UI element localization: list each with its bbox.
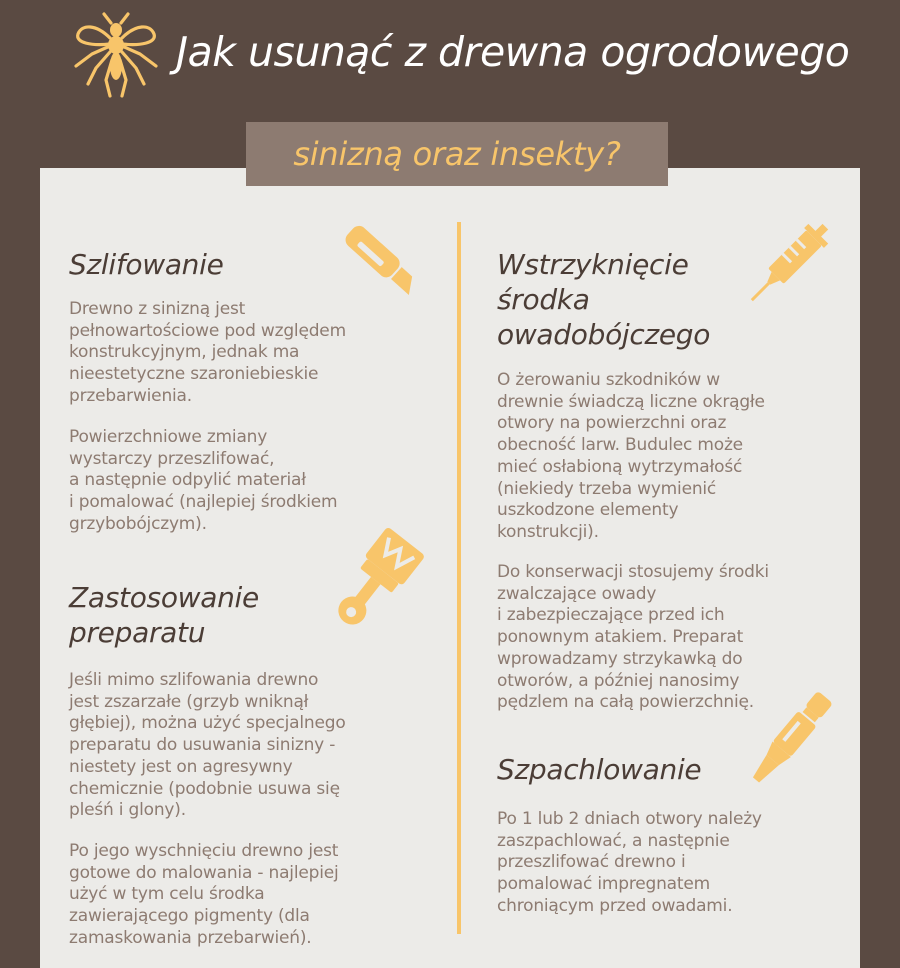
page-title: Jak usunąć z drewna ogrodowego xyxy=(176,28,850,76)
mosquito-icon xyxy=(70,10,162,100)
paragraph-szpachlowanie-1: Po 1 lub 2 dniach otwory należy zaszpachlować, a następnie przeszlifować drewno i pomalować impregnatem chroniącym przed owadami. xyxy=(497,809,762,916)
heading-szpachlowanie: Szpachlowanie xyxy=(497,753,702,786)
syringe-icon xyxy=(740,212,840,312)
paragraph-wstrzykniecie-2: Do konserwacji stosujemy środki zwalczające owady i zabezpieczające przed ich ponownym atakiem. Preparat wprowadzamy strzykawką do otworów, a później nanosimy pędzlem na całą powierzchnię. xyxy=(497,562,769,713)
paragraph-szlifowanie-1: Drewno z sinizną jest pełnowartościowe pod względem konstrukcyjnym, jednak ma nieestetyczne szaroniebieskie przebarwienia. xyxy=(69,299,346,406)
heading-szlifowanie: Szlifowanie xyxy=(69,248,224,281)
utility-knife-icon xyxy=(338,214,428,308)
paintbrush-icon xyxy=(328,528,426,630)
paragraph-zastosowanie-2: Po jego wyschnięciu drewno jest gotowe do malowania - najlepiej użyć w tym celu środka zawierającego pigmenty (dla zamaskowania przebarwień). xyxy=(69,841,339,948)
column-divider xyxy=(457,222,461,934)
paragraph-szlifowanie-2: Powierzchniowe zmiany wystarczy przeszlifować, a następnie odpylić materiał i pomalować (najlepiej środkiem grzybobójczym). xyxy=(69,427,338,534)
heading-wstrzykniecie: Wstrzyknięcie środka owadobójczego xyxy=(497,248,711,351)
paragraph-wstrzykniecie-1: O żerowaniu szkodników w drewnie świadczą liczne okrągłe otwory na powierzchni oraz obecność larw. Budulec może mieć osłabioną wytrzymałość (niekiedy trzeba wymienić uszkodzone elementy konstrukcji). xyxy=(497,370,765,542)
paragraph-zastosowanie-1: Jeśli mimo szlifowania drewno jest zszarzałe (grzyb wniknął głębiej), można użyć specjalnego preparatu do usuwania sinizny - niestety jest on agresywny chemicznie (podobnie usuwa się pleśń i glony). xyxy=(69,670,346,821)
subtitle: sinizną oraz insekty? xyxy=(293,135,621,173)
heading-zastosowanie: Zastosowanie preparatu xyxy=(69,581,259,649)
putty-tube-icon xyxy=(738,684,846,790)
subtitle-banner xyxy=(246,122,668,186)
